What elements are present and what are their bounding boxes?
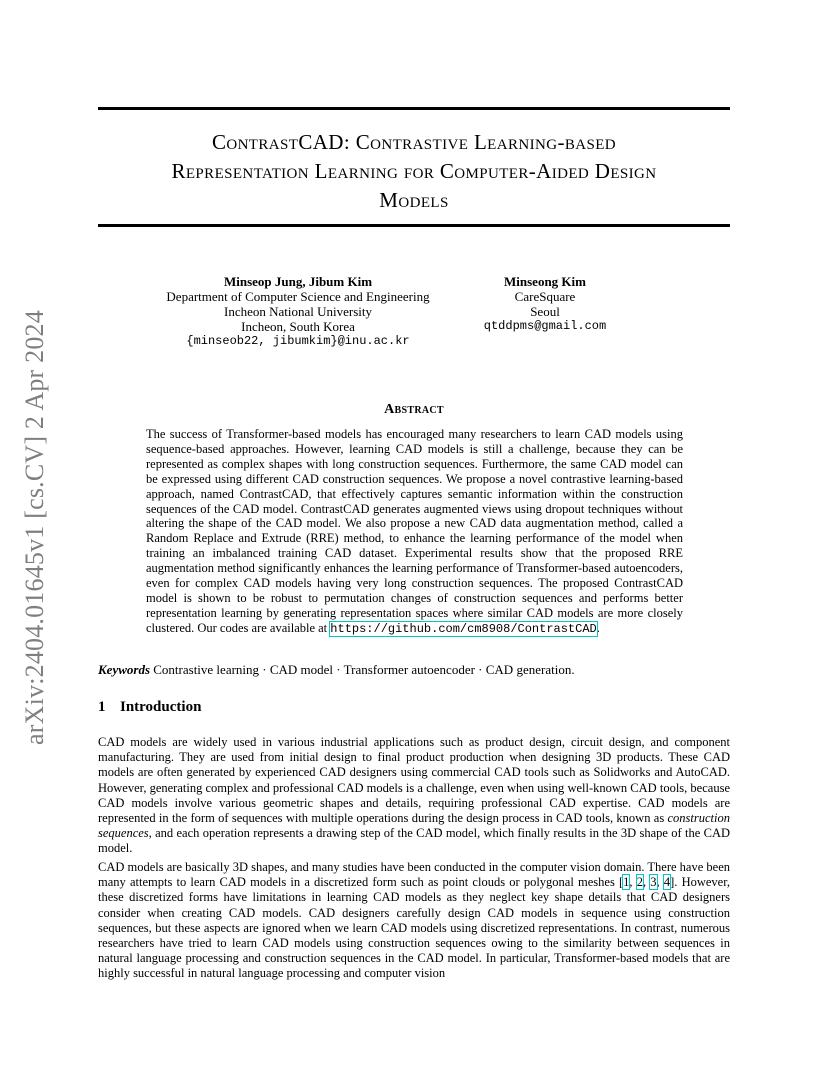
affiliation-line: Seoul bbox=[530, 304, 560, 319]
author-email: {minseob22, jibumkim}@inu.ac.kr bbox=[186, 334, 410, 348]
keywords-text: Contrastive learning · CAD model · Transformer autoencoder · CAD generation. bbox=[150, 662, 575, 677]
author-names: Minseop Jung, Jibum Kim bbox=[223, 274, 373, 289]
section-number: 1 bbox=[98, 699, 106, 715]
paragraph-text: ]. However, these discretized forms have limitations in learning CAD models as they neglect key shape details that CAD designers consider when creating CAD models. CAD designers carefully design CAD models in sequence using construction sequences, but these aspects are ignored when we learn CAD models using discretized representations. In contrast, numerous researchers have tried to learn CAD models using construction sequences owing to the similarity between sequences in natural language processing and construction sequences in the CAD model. In particular, Transformer-based models that are highly successful in natural language processing and computer vision bbox=[98, 875, 731, 981]
section-heading bbox=[98, 699, 201, 716]
abstract-body bbox=[146, 427, 683, 637]
abstract-heading: Abstract bbox=[384, 402, 444, 417]
code-link[interactable]: https://github.com/cm8908/ContrastCAD bbox=[330, 621, 597, 636]
title-line-3: Models bbox=[379, 188, 449, 212]
title-top-rule bbox=[98, 107, 730, 110]
affiliation-line: Incheon National University bbox=[223, 304, 372, 319]
title-line-1: ContrastCAD: Contrastive Learning-based bbox=[211, 130, 617, 154]
citation-link[interactable]: 3 bbox=[650, 875, 657, 890]
keywords bbox=[98, 662, 730, 678]
emphasis-term: construction sequences bbox=[98, 811, 730, 841]
affiliation-line: Department of Computer Science and Engineering bbox=[166, 289, 430, 304]
affiliation-line: CareSquare bbox=[514, 289, 576, 304]
title-line-2: Representation Learning for Computer-Aided Design bbox=[171, 159, 657, 183]
section-title: Introduction bbox=[120, 699, 202, 715]
paragraph-text: CAD models are widely used in various industrial applications such as product design, circuit design, and component manufacturing. They are used from initial design to final product production when designing 3D products. These CAD models are often generated by experienced CAD designers using commercial CAD tools such as Solidworks and AutoCAD. However, generating complex and professional CAD models is a challenge, even when using well-known CAD tools, because CAD models involve various geometric shapes and details, requiring professional CAD expertise. CAD models are represented in the form of sequences with multiple operations during the design process in CAD tools, known as bbox=[98, 735, 730, 826]
keywords-label: Keywords bbox=[98, 662, 150, 677]
intro-paragraph-2: CAD models are basically 3D shapes, and many studies have been conducted in the computer vision domain. There have been many attempts to learn CAD models in a discretized form such as point clouds or polygonal meshes [1, 2, 3, 4]. However, these discretized forms have limitations in learning CAD models as they neglect key shape details that CAD designers consider when creating CAD models. CAD designers carefully design CAD models in sequence using construction sequences, but these aspects are ignored when we learn CAD models using discretized representations. In contrast, numerous researchers have tried to learn CAD models using construction sequences owing to the similarity between sequences in natural language processing and construction sequences in the CAD model. In particular, Transformer-based models that are highly successful in natural language processing and computer vision bbox=[98, 860, 731, 981]
citation-link[interactable]: 2 bbox=[636, 875, 643, 890]
affiliation-line: Incheon, South Korea bbox=[241, 319, 355, 334]
paragraph-text: CAD models are basically 3D shapes, and many studies have been conducted in the computer vision domain. There have been many attempts to learn CAD models in a discretized form such as point clouds or polygonal meshes [ bbox=[98, 860, 730, 890]
abstract-text: The success of Transformer-based models has encouraged many researchers to learn CAD models using sequence-based approaches. However, learning CAD models is still a challenge, because they can be represented as complex shapes with long construction sequences. Furthermore, the same CAD model can be expressed using different CAD construction sequences. We propose a novel contrastive learning-based approach, named ContrastCAD, that effectively captures semantic information within the construction sequences of the CAD model. ContrastCAD generates augmented views using dropout techniques without altering the shape of the CAD model. We also propose a new CAD data augmentation method, called a Random Replace and Extrude (RRE) method, to enhance the learning performance of the model when training an imbalanced training CAD dataset. Experimental results show that the proposed RRE augmentation method significantly enhances the learning performance of Transformer-based autoencoders, even for complex CAD models having very long construction sequences. The proposed ContrastCAD model is shown to be robust to permutation changes of construction sequences and performs better representation learning by generating representation spaces where similar CAD models are more closely clustered. Our codes are available at bbox=[146, 427, 683, 635]
citation-link[interactable]: 4 bbox=[663, 875, 671, 890]
intro-paragraph-1 bbox=[98, 735, 730, 857]
arxiv-stamp: arXiv:2404.01645v1 [cs.CV] 2 Apr 2024 bbox=[20, 310, 49, 745]
citation-link[interactable]: 1 bbox=[623, 875, 630, 890]
paper-title bbox=[98, 128, 730, 215]
abstract-end: . bbox=[596, 620, 600, 635]
author-names: Minseong Kim bbox=[504, 274, 586, 289]
author-block-1 bbox=[140, 274, 456, 349]
author-block-2 bbox=[462, 274, 628, 334]
title-bottom-rule bbox=[98, 224, 730, 227]
author-email: qtddpms@gmail.com bbox=[483, 319, 607, 333]
paragraph-text: , and each operation represents a drawing step of the CAD model, which finally results in the 3D shape of the CAD model. bbox=[98, 826, 730, 856]
